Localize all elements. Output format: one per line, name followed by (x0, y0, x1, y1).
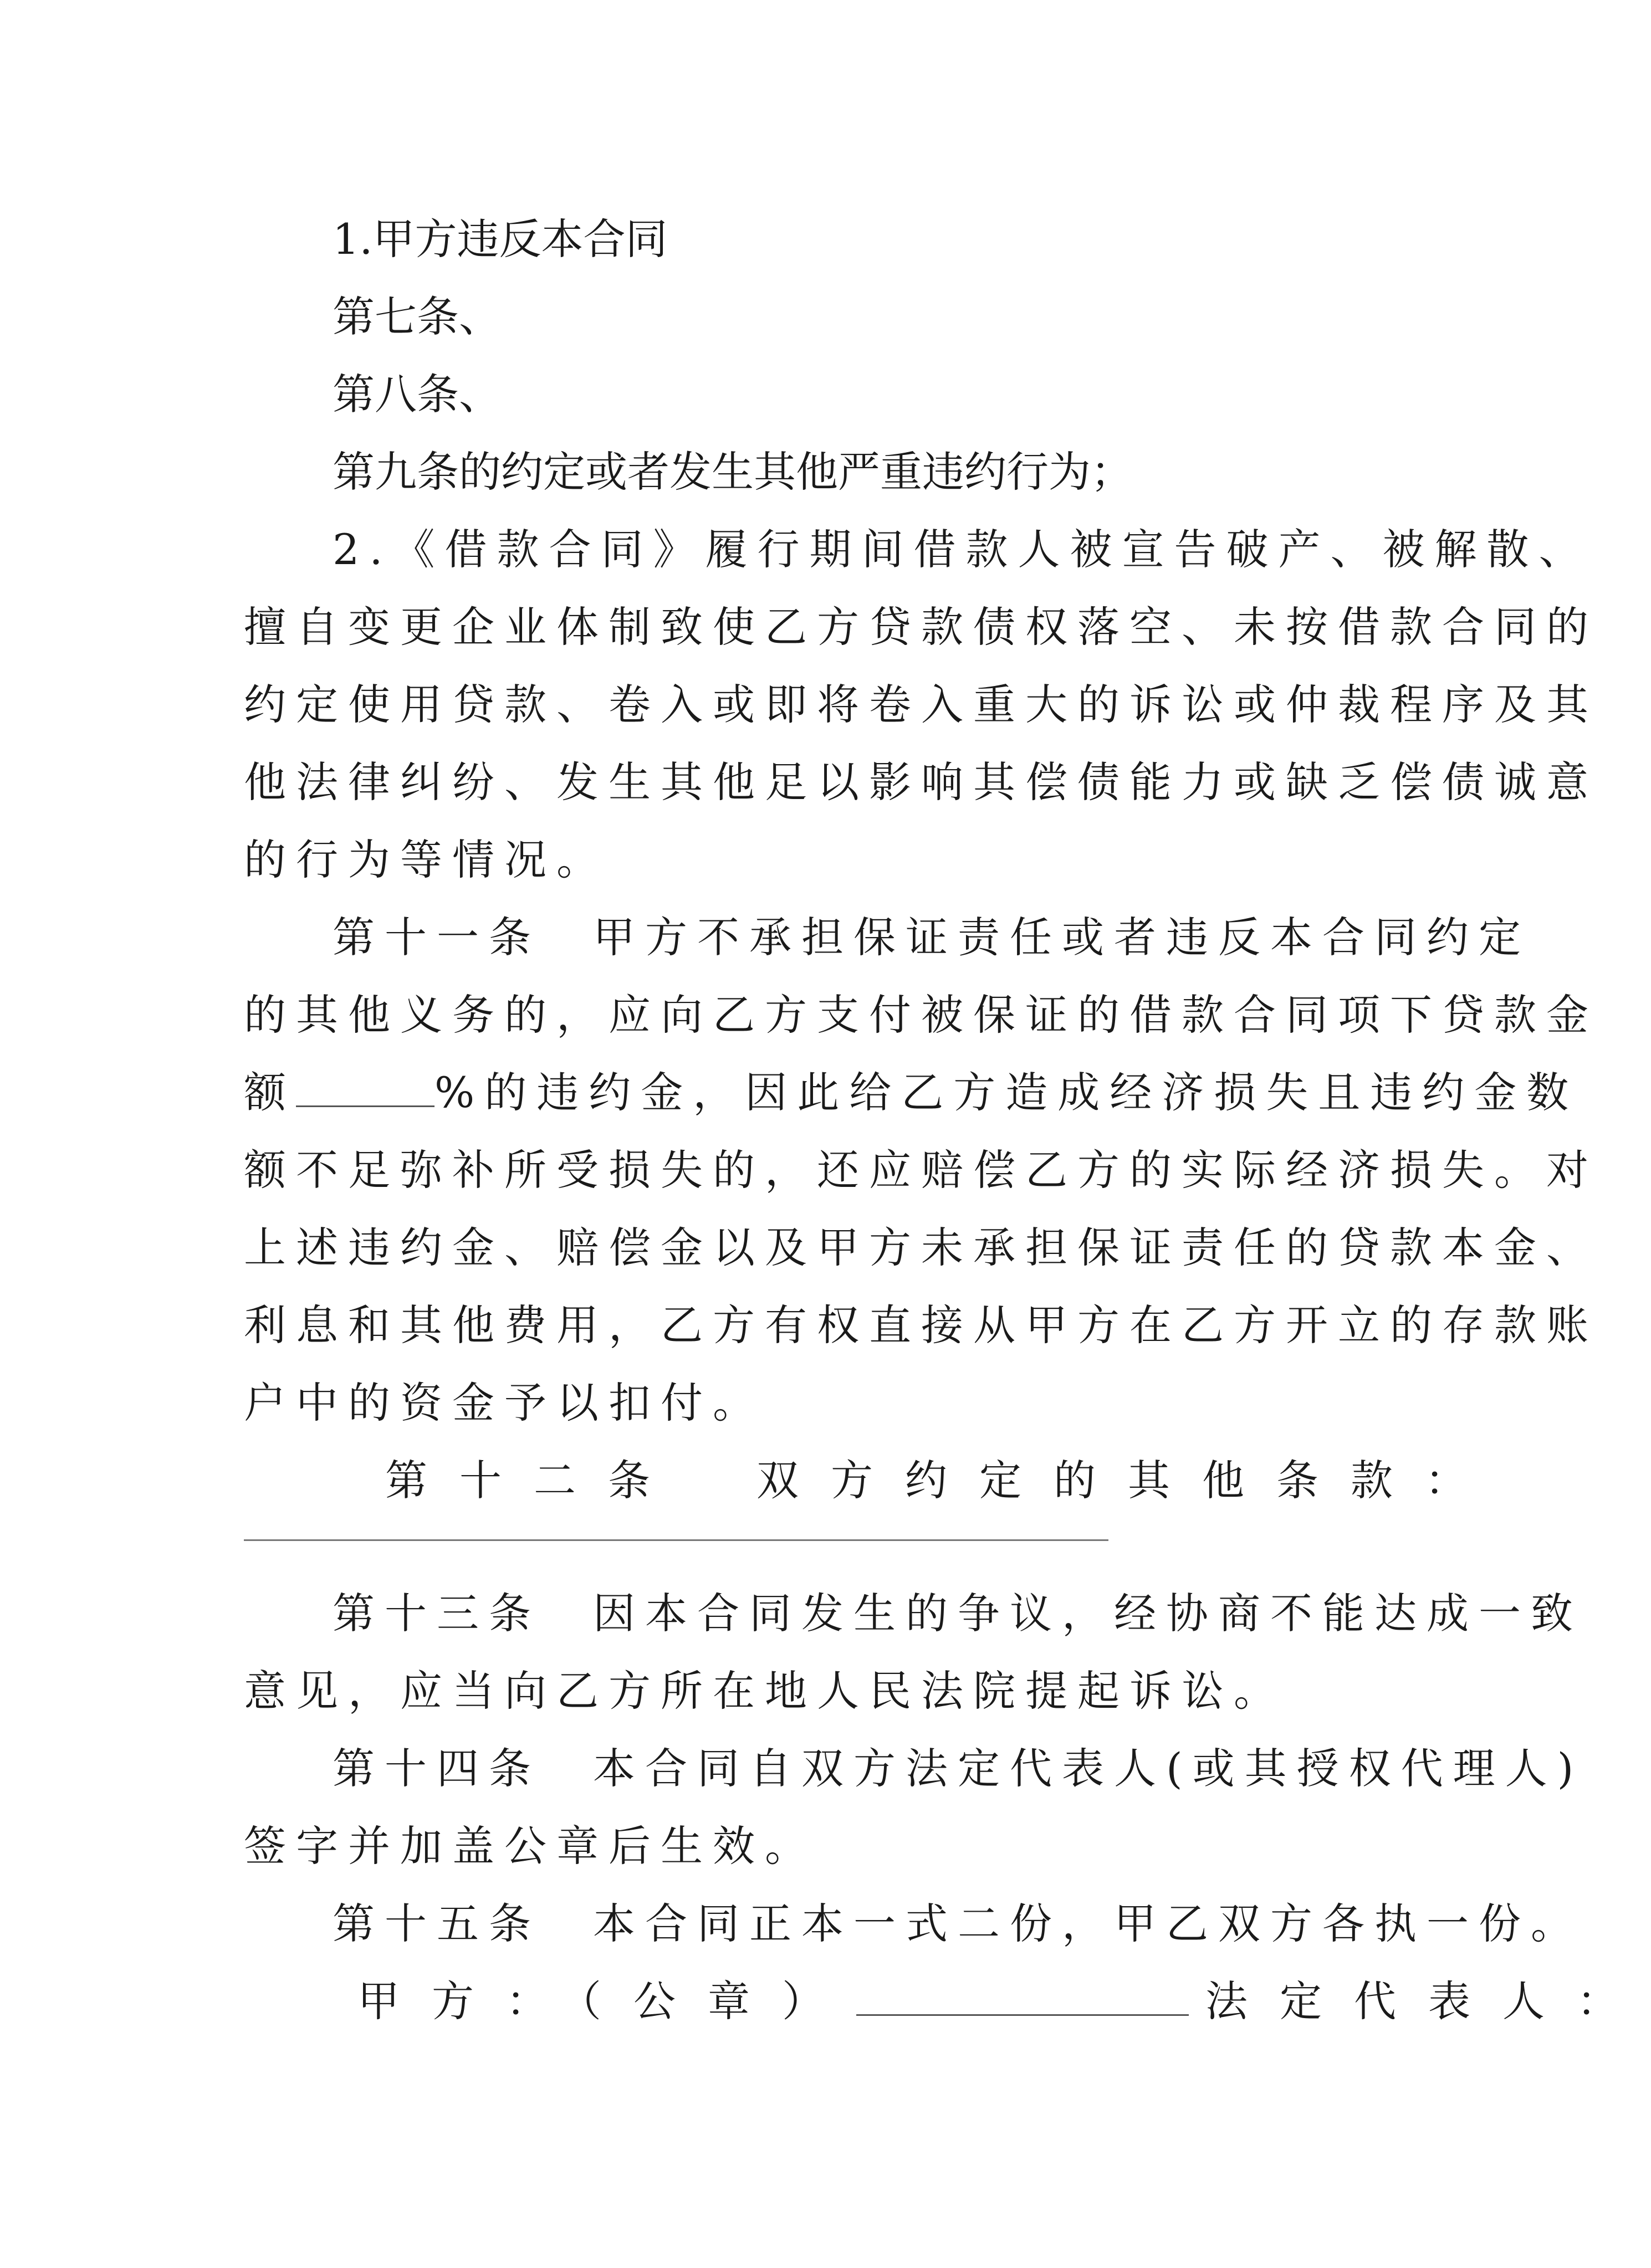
article-11-line-4: 额不足弥补所受损失的，还应赔偿乙方的实际经济损失。对 (244, 1145, 1598, 1195)
article-11-line-7: 户中的资金予以扣付。 (244, 1378, 765, 1427)
clause-item-2-line-5: 的行为等情况。 (244, 835, 609, 884)
clause-ref-7: 第七条、 (333, 292, 501, 341)
article-14-line-1: 第十四条 本合同自双方法定代表人(或其授权代理人) (333, 1744, 1584, 1793)
article-11-line-3-start: 额 (244, 1068, 296, 1117)
article-13-line-2: 意见，应当向乙方所在地人民法院提起诉讼。 (244, 1666, 1286, 1716)
party-a-seal-label: 甲方：（公章） (357, 1977, 856, 2026)
article-11-line-6: 利息和其他费用，乙方有权直接从甲方在乙方开立的存款账 (244, 1301, 1598, 1350)
article-14-line-2: 签字并加盖公章后生效。 (244, 1821, 817, 1871)
clause-item-2-line-3: 约定使用贷款、卷入或即将卷入重大的诉讼或仲裁程序及其 (244, 680, 1598, 729)
penalty-percent-blank (296, 1071, 435, 1107)
article-13-line-1: 第十三条 因本合同发生的争议，经协商不能达成一致 (333, 1589, 1583, 1638)
clause-ref-8: 第八条、 (333, 370, 501, 419)
article-11-line-1: 第十一条 甲方不承担保证责任或者违反本合同约定 (333, 913, 1531, 962)
party-a-seal-blank (856, 1980, 1189, 2016)
signature-row (357, 1974, 1651, 2029)
article-15: 第十五条 本合同正本一式二份，甲乙双方各执一份。 (333, 1899, 1583, 1948)
article-12-blank-line (244, 1539, 1108, 1541)
article-11-line-2: 的其他义务的，应向乙方支付被保证的借款合同项下贷款金 (244, 990, 1598, 1040)
clause-item-2-line-4: 他法律纠纷、发生其他足以影响其偿债能力或缺乏偿债诚意 (244, 757, 1598, 807)
clause-ref-9: 第九条的约定或者发生其他严重违约行为； (333, 447, 1133, 496)
clause-item-2-line-2: 擅自变更企业体制致使乙方贷款债权落空、未按借款合同的 (244, 602, 1598, 652)
article-11-line-3 (244, 1065, 1578, 1120)
article-11-line-3-end: %的违约金，因此给乙方造成经济损失且违约金数 (435, 1068, 1579, 1117)
clause-item-1: 1.甲方违反本合同 (333, 214, 668, 264)
article-11-line-5: 上述违约金、赔偿金以及甲方未承担保证责任的贷款本金、 (244, 1223, 1598, 1272)
article-12-heading: 第十二条 双方约定的其他条款： (385, 1456, 1499, 1505)
clause-item-2-line-1: 2.《借款合同》履行期间借款人被宣告破产、被解散、 (333, 525, 1591, 574)
legal-representative-label: 法定代表人： (1205, 1977, 1651, 2026)
